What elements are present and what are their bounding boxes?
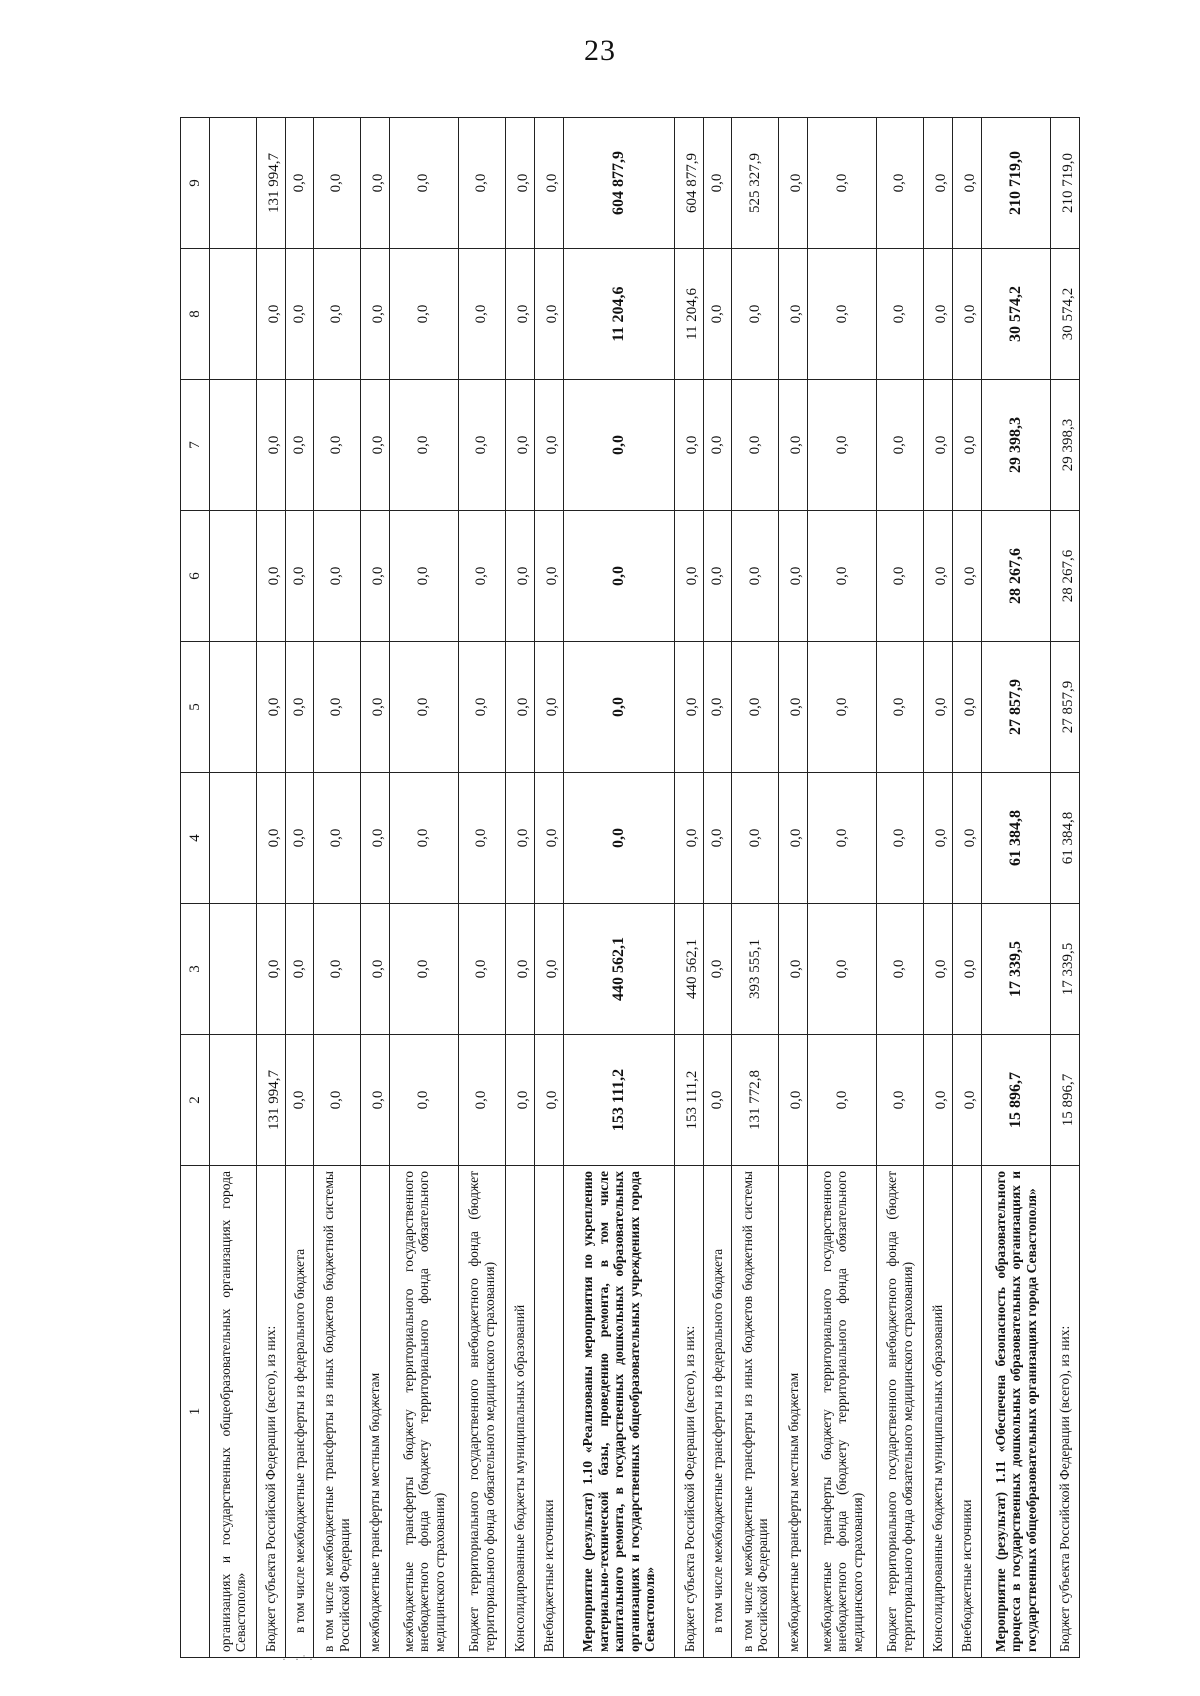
- row-value: 0,0: [563, 773, 675, 904]
- row-value: 0,0: [458, 904, 505, 1035]
- row-value: 0,0: [313, 380, 360, 511]
- row-value: [210, 773, 257, 904]
- row-value: 0,0: [458, 773, 505, 904]
- row-value: 0,0: [732, 773, 779, 904]
- header-row: [181, 118, 210, 1658]
- row-value: 131 994,7: [257, 1035, 286, 1166]
- row-value: 0,0: [505, 380, 534, 511]
- row-value: 0,0: [953, 249, 982, 380]
- row-value: 0,0: [704, 380, 732, 511]
- row-value: 0,0: [675, 511, 704, 642]
- row-value: 604 877,9: [675, 118, 704, 249]
- row-value: 0,0: [704, 642, 732, 773]
- row-value: 0,0: [675, 642, 704, 773]
- row-value: [210, 1035, 257, 1166]
- table-row: [876, 118, 923, 1658]
- row-value: 0,0: [953, 773, 982, 904]
- row-value: 210 719,0: [982, 118, 1051, 249]
- row-value: 0,0: [313, 511, 360, 642]
- row-value: 0,0: [458, 642, 505, 773]
- row-value: 0,0: [458, 511, 505, 642]
- row-label: в том числе межбюджетные трансферты из федерального бюджета: [704, 1166, 732, 1658]
- row-value: [210, 511, 257, 642]
- col-header: 6: [181, 511, 210, 642]
- table-row: [704, 118, 732, 1658]
- row-value: 0,0: [563, 511, 675, 642]
- row-label: межбюджетные трансферты местным бюджетам: [779, 1166, 808, 1658]
- table-row: [953, 118, 982, 1658]
- row-value: 0,0: [286, 642, 314, 773]
- row-value: 0,0: [779, 249, 808, 380]
- row-value: 0,0: [704, 249, 732, 380]
- row-value: 0,0: [876, 904, 923, 1035]
- row-label: Бюджет субъекта Российской Федерации (всего), из них:: [257, 1166, 286, 1658]
- row-value: [210, 118, 257, 249]
- row-value: 0,0: [505, 1035, 534, 1166]
- row-value: 29 398,3: [1050, 380, 1079, 511]
- row-value: 15 896,7: [1050, 1035, 1079, 1166]
- row-value: 28 267,6: [982, 511, 1051, 642]
- row-value: 0,0: [505, 511, 534, 642]
- row-value: 0,0: [505, 249, 534, 380]
- row-value: 0,0: [505, 118, 534, 249]
- row-value: 0,0: [286, 249, 314, 380]
- row-value: 0,0: [779, 642, 808, 773]
- row-value: 61 384,8: [1050, 773, 1079, 904]
- row-value: 0,0: [563, 380, 675, 511]
- row-value: 153 111,2: [563, 1035, 675, 1166]
- row-value: 440 562,1: [675, 904, 704, 1035]
- row-value: 0,0: [779, 1035, 808, 1166]
- row-label: межбюджетные трансферты местным бюджетам: [360, 1166, 389, 1658]
- row-value: [210, 380, 257, 511]
- row-value: 0,0: [286, 1035, 314, 1166]
- row-label: в том числе межбюджетные трансферты из иных бюджетов бюджетной системы Российской Федерации: [732, 1166, 779, 1658]
- row-value: 0,0: [360, 511, 389, 642]
- row-value: 0,0: [313, 1035, 360, 1166]
- table-row: [458, 118, 505, 1658]
- row-value: 0,0: [534, 380, 563, 511]
- row-value: 0,0: [505, 642, 534, 773]
- row-value: 0,0: [257, 249, 286, 380]
- row-value: 0,0: [732, 380, 779, 511]
- row-value: 0,0: [390, 904, 459, 1035]
- row-value: 0,0: [876, 118, 923, 249]
- row-value: 393 555,1: [732, 904, 779, 1035]
- row-value: 0,0: [257, 642, 286, 773]
- table-row: [257, 118, 286, 1658]
- row-value: 0,0: [286, 773, 314, 904]
- row-value: 0,0: [808, 511, 877, 642]
- row-value: 0,0: [953, 642, 982, 773]
- row-value: 0,0: [390, 249, 459, 380]
- row-value: 0,0: [313, 904, 360, 1035]
- row-value: 29 398,3: [982, 380, 1051, 511]
- row-value: 0,0: [360, 380, 389, 511]
- row-value: 0,0: [257, 773, 286, 904]
- row-value: 0,0: [808, 118, 877, 249]
- row-value: 0,0: [360, 773, 389, 904]
- row-value: 0,0: [953, 1035, 982, 1166]
- row-value: 0,0: [779, 118, 808, 249]
- row-value: 0,0: [953, 380, 982, 511]
- row-value: 0,0: [390, 511, 459, 642]
- row-value: 0,0: [505, 773, 534, 904]
- row-value: 0,0: [923, 904, 952, 1035]
- col-header: 1: [181, 1166, 210, 1658]
- row-value: 0,0: [808, 249, 877, 380]
- col-header: 8: [181, 249, 210, 380]
- row-value: [210, 249, 257, 380]
- row-value: 0,0: [458, 249, 505, 380]
- row-value: 0,0: [732, 511, 779, 642]
- row-value: 0,0: [779, 380, 808, 511]
- row-value: 0,0: [390, 642, 459, 773]
- row-value: 0,0: [704, 773, 732, 904]
- row-value: 0,0: [390, 118, 459, 249]
- row-value: 131 772,8: [732, 1035, 779, 1166]
- row-value: 0,0: [257, 380, 286, 511]
- row-label: в том числе межбюджетные трансферты из федерального бюджета: [286, 1166, 314, 1658]
- row-value: 0,0: [360, 118, 389, 249]
- row-value: 0,0: [534, 773, 563, 904]
- table-body: [210, 118, 1080, 1658]
- row-value: 440 562,1: [563, 904, 675, 1035]
- row-value: 0,0: [563, 642, 675, 773]
- row-label: Мероприятие (результат) 1.10 «Реализованы мероприятия по укреплению материально-технической базы, проведению ремонта, в том числе капитального ремонта, в государственных дошкольных образовательных организациях и государственных общеобразовательных учреждениях города Севастополя»: [563, 1166, 675, 1658]
- row-value: 0,0: [505, 904, 534, 1035]
- row-value: 0,0: [534, 642, 563, 773]
- row-value: 0,0: [808, 380, 877, 511]
- row-value: 525 327,9: [732, 118, 779, 249]
- row-value: 0,0: [534, 249, 563, 380]
- row-value: 0,0: [390, 380, 459, 511]
- row-value: 27 857,9: [1050, 642, 1079, 773]
- row-value: 0,0: [257, 511, 286, 642]
- table-row: [505, 118, 534, 1658]
- row-value: 15 896,7: [982, 1035, 1051, 1166]
- table-row: [286, 118, 314, 1658]
- row-value: 0,0: [923, 642, 952, 773]
- table-row: [1050, 118, 1079, 1658]
- col-header: 7: [181, 380, 210, 511]
- row-value: 0,0: [923, 1035, 952, 1166]
- row-value: [210, 904, 257, 1035]
- row-value: 0,0: [257, 904, 286, 1035]
- row-value: 0,0: [313, 249, 360, 380]
- row-value: 0,0: [675, 380, 704, 511]
- row-label: Консолидированные бюджеты муниципальных образований: [505, 1166, 534, 1658]
- table-row: [360, 118, 389, 1658]
- col-header: 3: [181, 904, 210, 1035]
- row-value: 0,0: [732, 642, 779, 773]
- row-value: 0,0: [360, 249, 389, 380]
- row-value: 17 339,5: [982, 904, 1051, 1035]
- page-number: 23: [584, 34, 616, 67]
- row-value: 0,0: [313, 773, 360, 904]
- row-value: 0,0: [779, 773, 808, 904]
- row-value: 0,0: [360, 642, 389, 773]
- table-row: [563, 118, 675, 1658]
- row-value: 0,0: [923, 118, 952, 249]
- row-label: Внебюджетные источники: [534, 1166, 563, 1658]
- row-value: 0,0: [534, 1035, 563, 1166]
- row-value: 0,0: [923, 773, 952, 904]
- row-value: 11 204,6: [675, 249, 704, 380]
- table-row: [779, 118, 808, 1658]
- row-value: 0,0: [953, 904, 982, 1035]
- row-value: 0,0: [313, 118, 360, 249]
- row-value: 0,0: [876, 773, 923, 904]
- table-row: [732, 118, 779, 1658]
- table-row: [982, 118, 1051, 1658]
- row-value: 0,0: [360, 904, 389, 1035]
- row-value: 30 574,2: [982, 249, 1051, 380]
- row-value: 0,0: [923, 380, 952, 511]
- row-value: 61 384,8: [982, 773, 1051, 904]
- row-value: 17 339,5: [1050, 904, 1079, 1035]
- row-value: 0,0: [808, 773, 877, 904]
- row-value: 0,0: [923, 511, 952, 642]
- row-value: 131 994,7: [257, 118, 286, 249]
- row-value: 210 719,0: [1050, 118, 1079, 249]
- row-label: организациях и государственных общеобразовательных организациях города Севастополя»: [210, 1166, 257, 1658]
- row-value: 0,0: [876, 511, 923, 642]
- row-label: Бюджет субъекта Российской Федерации (всего), из них:: [675, 1166, 704, 1658]
- row-label: Внебюджетные источники: [953, 1166, 982, 1658]
- table-row: [313, 118, 360, 1658]
- row-value: 0,0: [704, 118, 732, 249]
- row-value: 0,0: [675, 773, 704, 904]
- row-value: 0,0: [876, 642, 923, 773]
- row-value: 0,0: [808, 1035, 877, 1166]
- row-value: 0,0: [534, 904, 563, 1035]
- row-value: 604 877,9: [563, 118, 675, 249]
- row-value: 0,0: [779, 904, 808, 1035]
- row-value: 0,0: [458, 1035, 505, 1166]
- row-value: 0,0: [286, 904, 314, 1035]
- row-value: 0,0: [953, 118, 982, 249]
- table-row: [923, 118, 952, 1658]
- row-value: 0,0: [286, 511, 314, 642]
- row-value: 0,0: [808, 904, 877, 1035]
- row-value: 0,0: [390, 1035, 459, 1166]
- table-row: [210, 118, 257, 1658]
- row-value: 0,0: [286, 118, 314, 249]
- row-value: 0,0: [458, 118, 505, 249]
- row-label: межбюджетные трансферты бюджету территориального государственного внебюджетного фонда (бюджету территориального фонда обязательного медицинского страхования): [390, 1166, 459, 1658]
- row-value: 28 267,6: [1050, 511, 1079, 642]
- row-value: 0,0: [923, 249, 952, 380]
- row-value: 0,0: [534, 118, 563, 249]
- row-label: межбюджетные трансферты бюджету территориального государственного внебюджетного фонда (бюджету территориального фонда обязательного медицинского страхования): [808, 1166, 877, 1658]
- budget-table: [180, 117, 1080, 1658]
- row-value: 0,0: [876, 1035, 923, 1166]
- row-value: 0,0: [953, 511, 982, 642]
- row-value: 0,0: [390, 773, 459, 904]
- row-label: Бюджет территориального государственного внебюджетного фонда (бюджет территориального фонда обязательного медицинского страхования): [876, 1166, 923, 1658]
- row-label: Бюджет субъекта Российской Федерации (всего), из них:: [1050, 1166, 1079, 1658]
- row-value: 0,0: [286, 380, 314, 511]
- row-label: Мероприятие (результат) 1.11 «Обеспечена безопасность образовательного процесса в государственных дошкольных образовательных организациях и государственных общеобразовательных организациях города Севастополя»: [982, 1166, 1051, 1658]
- scan-mark: · ·˙·: [282, 1652, 316, 1666]
- row-value: 0,0: [704, 511, 732, 642]
- row-value: 30 574,2: [1050, 249, 1079, 380]
- row-value: 27 857,9: [982, 642, 1051, 773]
- row-value: 0,0: [704, 904, 732, 1035]
- row-label: в том числе межбюджетные трансферты из иных бюджетов бюджетной системы Российской Федерации: [313, 1166, 360, 1658]
- col-header: 9: [181, 118, 210, 249]
- row-value: 153 111,2: [675, 1035, 704, 1166]
- row-value: 0,0: [704, 1035, 732, 1166]
- table-row: [390, 118, 459, 1658]
- row-value: [210, 642, 257, 773]
- row-value: 0,0: [876, 249, 923, 380]
- row-value: 11 204,6: [563, 249, 675, 380]
- row-value: 0,0: [458, 380, 505, 511]
- col-header: 5: [181, 642, 210, 773]
- row-value: 0,0: [360, 1035, 389, 1166]
- col-header: 2: [181, 1035, 210, 1166]
- row-label: Консолидированные бюджеты муниципальных образований: [923, 1166, 952, 1658]
- row-label: Бюджет территориального государственного внебюджетного фонда (бюджет территориального фонда обязательного медицинского страхования): [458, 1166, 505, 1658]
- table-row: [675, 118, 704, 1658]
- table-row: [534, 118, 563, 1658]
- row-value: 0,0: [808, 642, 877, 773]
- row-value: 0,0: [313, 642, 360, 773]
- row-value: 0,0: [779, 511, 808, 642]
- col-header: 4: [181, 773, 210, 904]
- budget-table-rotated: [180, 118, 1080, 1658]
- row-value: 0,0: [876, 380, 923, 511]
- row-value: 0,0: [732, 249, 779, 380]
- row-value: 0,0: [534, 511, 563, 642]
- table-row: [808, 118, 877, 1658]
